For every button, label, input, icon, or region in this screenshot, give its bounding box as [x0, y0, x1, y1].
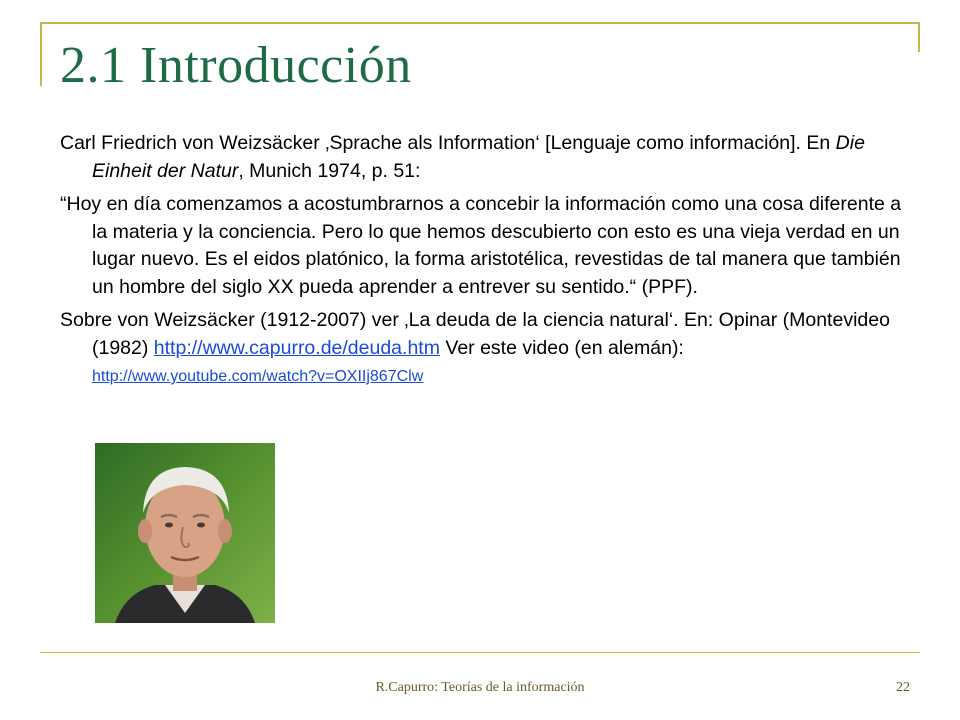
bottom-rule [40, 652, 920, 653]
paragraph-citation [60, 130, 905, 185]
paragraph-references [60, 307, 905, 391]
references-text: Sobre von Weizsäcker (1912-2007) ver ‚La deuda de la ciencia natural‘. En: Opinar (Montevideo (1982) [60, 309, 890, 359]
portrait-photo [95, 443, 275, 623]
paragraph-quote: “Hoy en día comenzamos a acostumbrarnos a concebir la información como una cosa diferente a la materia y la conciencia. Pero lo que hemos descubierto con esto es una vieja verdad en un lugar nuevo. Es el eidos platónico, la forma aristotélica, revestidas de tal manera que también un hombre del siglo XX pueda aprender a entrever su sentido.“ (PPF). [60, 193, 902, 298]
left-rule [40, 22, 42, 86]
citation-details: , Munich 1974, p. 51: [238, 159, 421, 182]
footer-author-course: R.Capurro: Teorías de la información [375, 680, 585, 695]
video-text: Ver este video (en alemán): [439, 336, 684, 359]
youtube-video-link[interactable]: http://www.youtube.com/watch?v=OXIIj867Clw [92, 368, 424, 385]
book-title: Die Einheit der Natur [92, 132, 865, 182]
slide-title: 2.1 Introducción [60, 37, 412, 94]
top-rule [40, 22, 920, 24]
portrait-illustration [95, 443, 275, 623]
citation-text: Carl Friedrich von Weizsäcker ‚Sprache als Information‘ [Lenguaje como información]. En [60, 132, 836, 154]
capurro-deuda-link[interactable]: http://www.capurro.de/deuda.htm [153, 336, 440, 359]
right-rule [918, 22, 920, 52]
slide-body [60, 130, 905, 397]
footer-page-number: 22 [896, 680, 910, 695]
